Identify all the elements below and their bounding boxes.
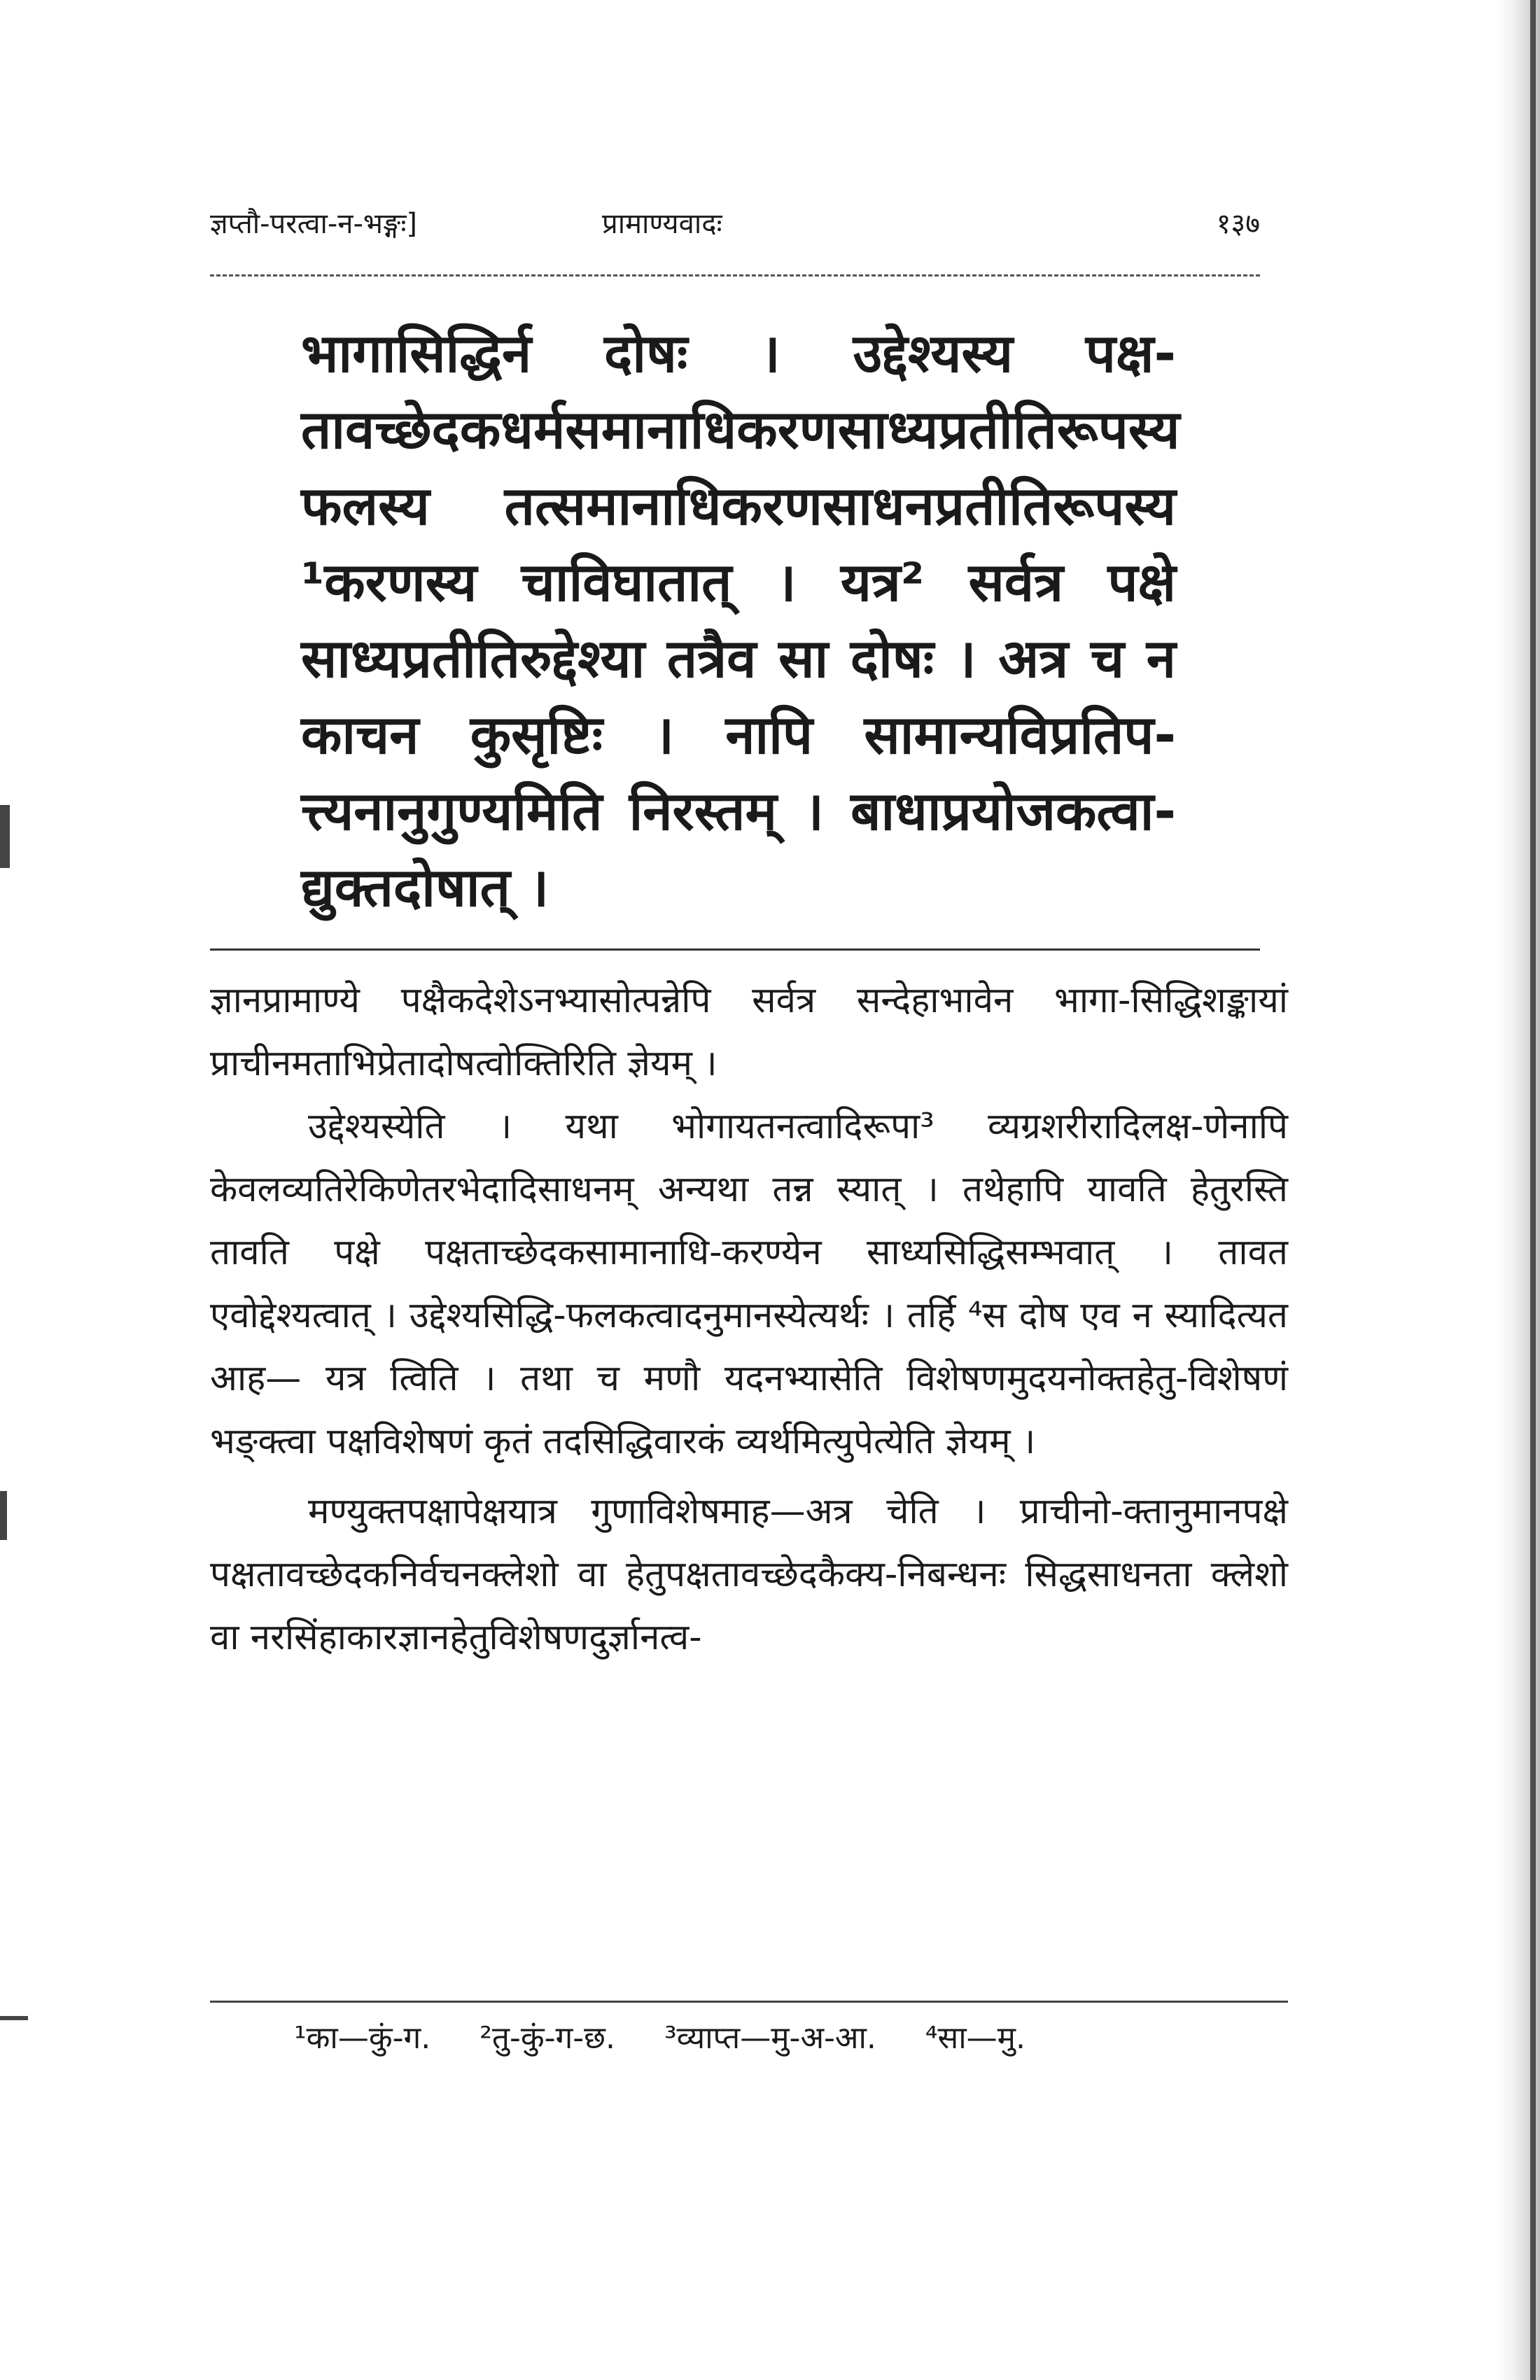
commentary-paragraph: मण्युक्तपक्षापेक्षयात्र गुणाविशेषमाह—अत्र चेति । प्राचीनो-क्तानुमानपक्षे पक्षतावच्छेदकनिर्वचनक्लेशो वा हेतुपक्षतावच्छेदकैक्य-निबन्धनः सिद्धसाधनता क्लेशो वा नरसिंहाकारज्ञानहेतुविशेषणदुर्ज्ञानत्व- [210, 1491, 1288, 1658]
footnote: ³व्याप्त—मु-अ-आ. [664, 2020, 876, 2056]
book-spine-shadow [1530, 0, 1536, 2380]
header-section-title: ज्ञप्तौ-परत्वा-न-भङ्गः] [210, 208, 418, 240]
page-edge [1495, 0, 1540, 2380]
footnote-rule [210, 2001, 1288, 2003]
main-text: भागासिद्धिर्न दोषः । उद्देश्यस्य पक्ष-तावच्छेदकधर्मसमानाधिकरणसाध्यप्रतीतिरूपस्य फलस्य तत्समानाधिकरणसाधनप्रतीतिरूपस्य ¹करणस्य चाविघातात् । यत्र² सर्वत्र पक्षे साध्यप्रतीतिरुद्देश्या तत्रैव सा दोषः । अत्र च न काचन कुसृष्टिः । नापि सामान्यविप्रतिप-त्त्यनानुगुण्यमिति निरस्तम् । बाधाप्रयोजकत्वा-द्युक्तदोषात् । [301, 322, 1180, 918]
footnotes [294, 2016, 1274, 2061]
commentary [210, 969, 1288, 1670]
footnote: ²तु-कुं-ग-छ. [479, 2020, 616, 2056]
page-number: १३७ [1216, 208, 1260, 240]
running-header [210, 203, 1260, 259]
footnote: ¹का—कुं-ग. [294, 2020, 431, 2056]
header-rule [210, 274, 1260, 276]
header-chapter-title: प्रामाण्यवादः [602, 208, 722, 240]
scan-mark [0, 1491, 7, 1540]
footnote: ⁴सा—मु. [925, 2020, 1026, 2056]
scan-mark [0, 2016, 28, 2020]
commentary-paragraph: ज्ञानप्रामाण्ये पक्षैकदेशेऽनभ्यासोत्पन्नेपि सर्वत्र सन्देहाभावेन भागा-सिद्धिशङ्कायां प्राचीनमताभिप्रेतादोषत्वोक्तिरिति ज्ञेयम् । [210, 980, 1288, 1084]
scan-mark [0, 805, 10, 868]
text-divider [210, 948, 1260, 951]
commentary-paragraph: उद्देश्यस्येति । यथा भोगायतनत्वादिरूपा³ व्यग्रशरीरादिलक्ष-णेनापि केवलव्यतिरेकिणेतरभेदादिसाधनम् अन्यथा तन्न स्यात् । तथेहापि यावति हेतुरस्ति तावति पक्षे पक्षताच्छेदकसामानाधि-करण्येन साध्यसिद्धिसम्भवात् । तावत एवोद्देश्यत्वात् । उद्देश्यसिद्धि-फलकत्वादनुमानस्येत्यर्थः । तर्हि ⁴स दोष एव न स्यादित्यत आह— यत्र त्विति । तथा च मणौ यदनभ्यासेति विशेषणमुदयनोक्तहेतु-विशेषणं भङ्क्त्वा पक्षविशेषणं कृतं तदसिद्धिवारकं व्यर्थमित्युपेत्येति ज्ञेयम् । [210, 1106, 1288, 1462]
